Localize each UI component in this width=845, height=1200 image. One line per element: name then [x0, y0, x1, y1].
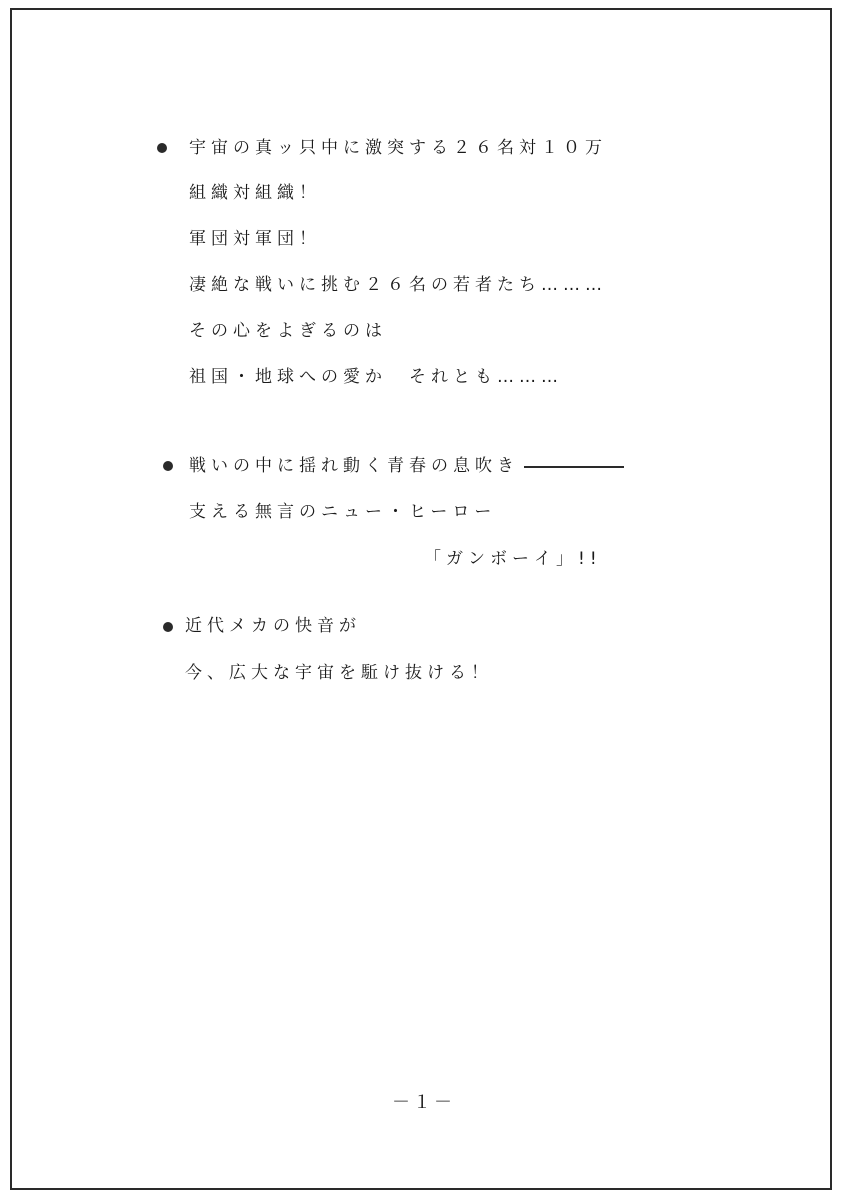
bullet-section-3 [163, 622, 173, 632]
page-number: －１－ [392, 1092, 455, 1113]
bullet-section-1 [157, 143, 167, 153]
section-1-line-2: 組織対組織！ [189, 183, 321, 203]
section-1-line-4: 凄絶な戦いに挑む２６名の若者たち……… [189, 275, 607, 295]
section-2-line-1: 戦いの中に揺れ動く青春の息吹き [189, 456, 519, 476]
section-1-line-1: 宇宙の真ッ只中に激突する２６名対１０万 [189, 138, 607, 158]
em-dash-rule [524, 466, 624, 468]
bullet-section-2 [163, 461, 173, 471]
section-3-line-2: 今、広大な宇宙を駈け抜ける！ [185, 663, 493, 683]
page-border [10, 8, 832, 1190]
hero-name: 「ガンボーイ」!! [424, 549, 602, 569]
section-3-line-1: 近代メカの快音が [185, 616, 361, 636]
section-1-line-3: 軍団対軍団！ [189, 229, 321, 249]
section-2-line-2: 支える無言のニュー・ヒーロー [189, 502, 497, 522]
section-1-line-5: その心をよぎるのは [189, 321, 387, 341]
section-1-line-6: 祖国・地球への愛か それとも……… [189, 367, 563, 387]
